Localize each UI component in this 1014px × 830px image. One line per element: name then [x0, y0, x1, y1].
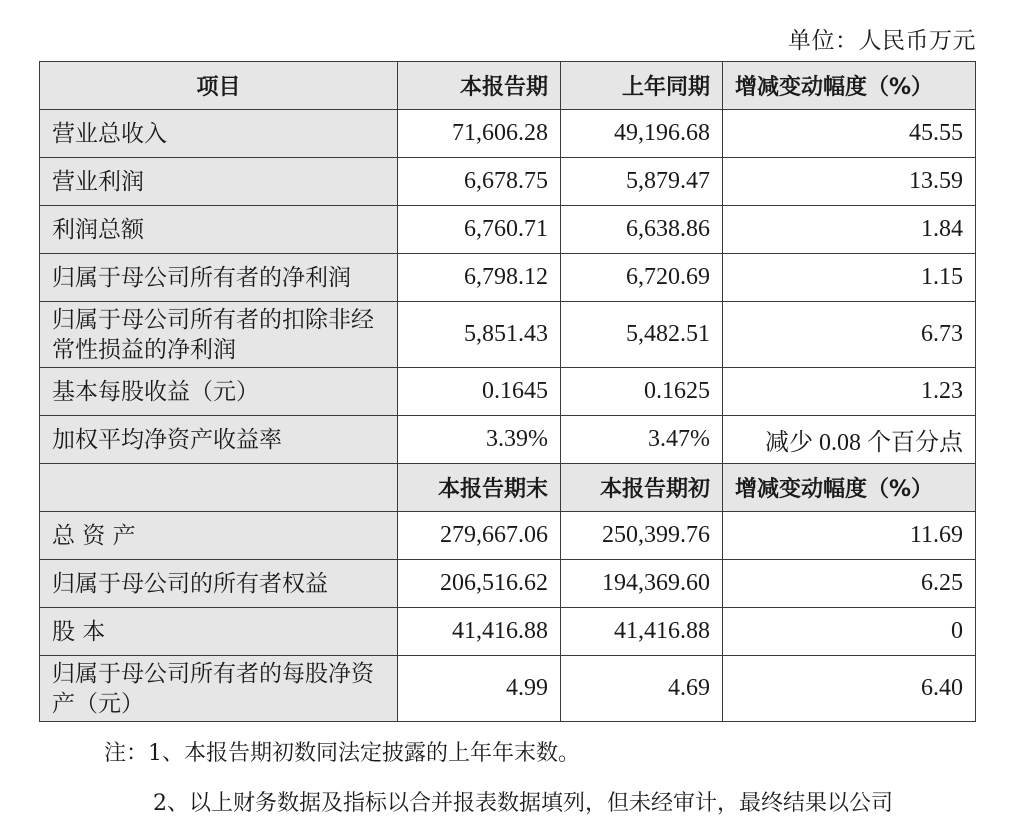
change-value: 1.23 [723, 368, 976, 416]
change-value: 45.55 [723, 110, 976, 158]
table-row [40, 368, 976, 416]
change-value: 11.69 [723, 512, 976, 560]
change-value: 1.15 [723, 254, 976, 302]
prior-value: 194,369.60 [561, 560, 723, 608]
row-label: 归属于母公司所有者的净利润 [40, 254, 398, 302]
prior-value: 49,196.68 [561, 110, 723, 158]
table-row [40, 302, 976, 368]
prior-value: 3.47% [561, 416, 723, 464]
row-label: 股 本 [40, 608, 398, 656]
change-value: 6.25 [723, 560, 976, 608]
row-label: 基本每股收益（元） [40, 368, 398, 416]
header-prior-period: 上年同期 [561, 62, 723, 110]
current-value: 5,851.43 [398, 302, 561, 368]
current-value: 41,416.88 [398, 608, 561, 656]
prior-value: 6,638.86 [561, 206, 723, 254]
change-value: 13.59 [723, 158, 976, 206]
current-value: 71,606.28 [398, 110, 561, 158]
table-row [40, 512, 976, 560]
table-header-row [40, 62, 976, 110]
current-value: 279,667.06 [398, 512, 561, 560]
unit-label: 单位：人民币万元 [788, 28, 976, 54]
footnote-1: 注：1、本报告期初数同法定披露的上年年末数。 [104, 741, 580, 766]
current-value: 6,798.12 [398, 254, 561, 302]
table-row [40, 206, 976, 254]
prior-value: 4.69 [561, 656, 723, 722]
header-item: 项目 [40, 62, 398, 110]
current-value: 0.1645 [398, 368, 561, 416]
current-value: 3.39% [398, 416, 561, 464]
prior-value: 6,720.69 [561, 254, 723, 302]
row-label: 归属于母公司所有者的每股净资产（元） [40, 656, 398, 722]
prior-value: 0.1625 [561, 368, 723, 416]
change-value: 6.73 [723, 302, 976, 368]
prior-value: 250,399.76 [561, 512, 723, 560]
prior-value: 5,879.47 [561, 158, 723, 206]
change-value: 6.40 [723, 656, 976, 722]
current-value: 206,516.62 [398, 560, 561, 608]
table-row [40, 656, 976, 722]
subheader-blank [40, 464, 398, 512]
financial-data-table [39, 61, 976, 722]
current-value: 4.99 [398, 656, 561, 722]
prior-value: 5,482.51 [561, 302, 723, 368]
footnote-2: 2、以上财务数据及指标以合并报表数据填列，但未经审计，最终结果以公司 [153, 791, 893, 816]
prior-value: 41,416.88 [561, 608, 723, 656]
change-value: 0 [723, 608, 976, 656]
header-current-period: 本报告期 [398, 62, 561, 110]
current-value: 6,760.71 [398, 206, 561, 254]
table-row [40, 608, 976, 656]
row-label: 归属于母公司所有者的扣除非经常性损益的净利润 [40, 302, 398, 368]
row-label: 利润总额 [40, 206, 398, 254]
table-row [40, 110, 976, 158]
row-label: 营业总收入 [40, 110, 398, 158]
current-value: 6,678.75 [398, 158, 561, 206]
table-row [40, 254, 976, 302]
table-row [40, 158, 976, 206]
row-label: 总 资 产 [40, 512, 398, 560]
change-value: 1.84 [723, 206, 976, 254]
row-label: 加权平均净资产收益率 [40, 416, 398, 464]
row-label: 营业利润 [40, 158, 398, 206]
header-change-pct: 增减变动幅度（%） [723, 464, 976, 512]
header-period-start: 本报告期初 [561, 464, 723, 512]
header-change-pct: 增减变动幅度（%） [723, 62, 976, 110]
table-row [40, 416, 976, 464]
change-value: 减少 0.08 个百分点 [723, 416, 976, 464]
table-subheader-row [40, 464, 976, 512]
header-period-end: 本报告期末 [398, 464, 561, 512]
table-row [40, 560, 976, 608]
row-label: 归属于母公司的所有者权益 [40, 560, 398, 608]
